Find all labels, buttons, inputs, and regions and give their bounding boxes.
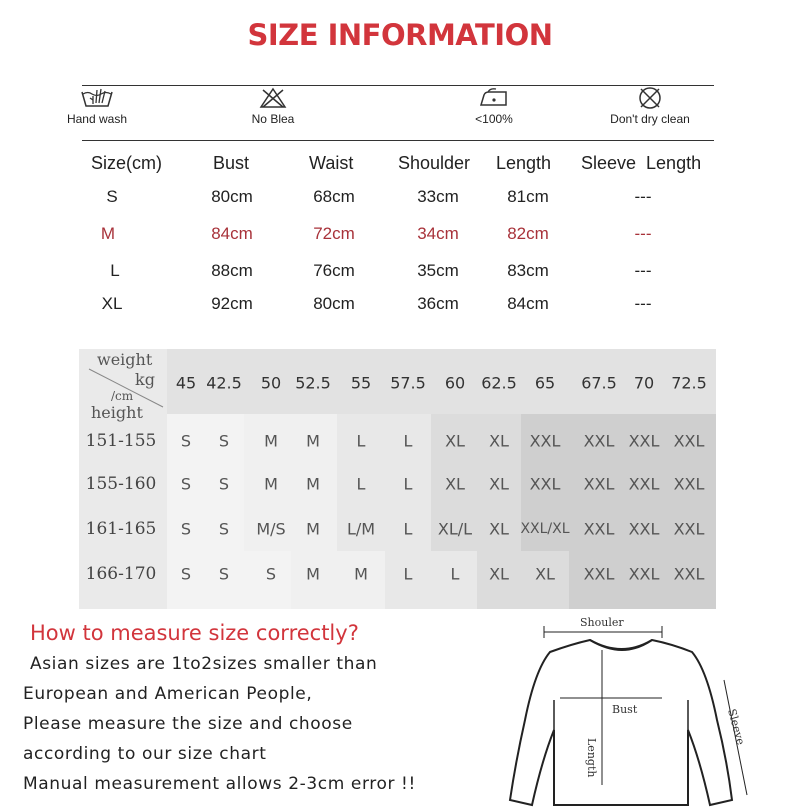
weight-header: 72.5 (671, 373, 707, 393)
bust-label: Bust (612, 703, 638, 716)
header-sleeve-length: Sleeve Length (581, 153, 702, 173)
measure-heading: How to measure size correctly? (30, 621, 359, 645)
fit-cell: XL (445, 474, 465, 494)
height-label: 151-155 (85, 431, 157, 451)
fit-cell: XXL (628, 564, 660, 584)
fit-cell: M (306, 431, 320, 451)
fit-cell: S (218, 564, 230, 584)
sleeve-label: Sleeve (725, 707, 748, 747)
fit-cell: M/S (256, 519, 286, 539)
fit-cell: XL/L (437, 519, 473, 539)
corner-cm: /cm (111, 389, 134, 403)
fit-cell: S (218, 519, 230, 539)
care-label: Hand wash (66, 112, 128, 126)
weight-header: 60 (444, 373, 466, 393)
fit-cell: XXL (628, 474, 660, 494)
size-cell-size: M (100, 224, 116, 243)
fit-cell: XXL (583, 474, 615, 494)
weight-header: 67.5 (581, 373, 617, 393)
fit-cell: XXL (583, 431, 615, 451)
size-cell-waist: 80cm (313, 294, 355, 313)
fit-cell: L (403, 474, 413, 494)
size-cell-bust: 92cm (211, 294, 253, 313)
size-cell-length: 83cm (507, 261, 549, 280)
fit-cell: XXL (529, 431, 561, 451)
weight-header: 62.5 (481, 373, 517, 393)
fit-cell: XXL (583, 519, 615, 539)
header-shoulder: Shoulder (398, 153, 471, 173)
fit-cell: XL (489, 474, 509, 494)
fit-cell: XXL (673, 474, 705, 494)
corner-height: height (91, 403, 143, 422)
fit-cell: XXL (583, 564, 615, 584)
fit-cell: M (306, 474, 320, 494)
measure-line: Asian sizes are 1to2sizes smaller than (30, 654, 378, 674)
fit-cell: L (403, 564, 413, 584)
fit-cell: L/M (346, 519, 376, 539)
size-cell-sleeve: --- (634, 224, 652, 243)
fit-cell: M (306, 519, 320, 539)
shoulder-label: Shouler (580, 616, 624, 629)
fit-cell: S (218, 474, 230, 494)
fit-cell: S (218, 431, 230, 451)
fit-cell: L (356, 474, 366, 494)
weight-header: 57.5 (390, 373, 426, 393)
care-label: <100% (475, 112, 513, 126)
corner-weight: weight (97, 350, 153, 369)
fit-cell: S (265, 564, 277, 584)
fit-cell: M (354, 564, 368, 584)
height-label: 166-170 (85, 564, 157, 584)
size-cell-size: S (106, 187, 118, 206)
corner-diagonal (81, 349, 171, 409)
size-cell-sleeve: --- (634, 294, 652, 313)
measure-line: Manual measurement allows 2-3cm error !! (23, 774, 416, 794)
fit-cell: XL (489, 564, 509, 584)
weight-header: 65 (534, 373, 556, 393)
fit-cell: M (264, 431, 278, 451)
fit-cell: M (264, 474, 278, 494)
size-cell-shoulder: 36cm (417, 294, 459, 313)
fit-cell: XXL (673, 519, 705, 539)
header-size: Size(cm) (91, 153, 162, 173)
care-iron (434, 86, 554, 126)
fit-cell: XL (445, 431, 465, 451)
care-hand-wash (37, 86, 157, 126)
size-cell-size: L (110, 261, 120, 280)
fit-cell: S (180, 474, 192, 494)
size-cell-length: 82cm (507, 224, 549, 243)
weight-header: 50 (260, 373, 282, 393)
weight-header: 42.5 (206, 373, 242, 393)
fit-cell: L (403, 519, 413, 539)
fit-chart (79, 349, 716, 609)
fit-cell: XXL (529, 474, 561, 494)
fit-cell: S (180, 431, 192, 451)
length-label: Length (585, 738, 598, 778)
fit-cell: XL (489, 519, 509, 539)
size-cell-waist: 72cm (313, 224, 355, 243)
weight-header: 55 (350, 373, 372, 393)
fit-cell: XXL (628, 519, 660, 539)
divider (82, 140, 714, 141)
fit-cell: L (356, 431, 366, 451)
fit-cell: XXL (628, 431, 660, 451)
care-label: No Blea (251, 112, 295, 126)
hand-wash-icon (79, 86, 115, 110)
iron-icon (476, 86, 512, 110)
no-bleach-icon (258, 86, 288, 110)
size-cell-shoulder: 33cm (417, 187, 459, 206)
fit-cell: XXL (673, 564, 705, 584)
care-no-dry-clean (590, 86, 710, 126)
size-cell-bust: 84cm (211, 224, 253, 243)
fit-cell: S (180, 564, 192, 584)
size-cell-waist: 68cm (313, 187, 355, 206)
fit-cell: S (180, 519, 192, 539)
measure-line: according to our size chart (23, 744, 267, 764)
size-cell-bust: 80cm (211, 187, 253, 206)
care-label: Don't dry clean (610, 112, 690, 126)
header-length: Length (496, 153, 552, 173)
size-cell-size: XL (101, 294, 123, 313)
fit-cell: XXL (673, 431, 705, 451)
size-cell-waist: 76cm (313, 261, 355, 280)
weight-header: 45 (175, 373, 197, 393)
weight-header: 70 (633, 373, 655, 393)
no-dry-clean-icon (635, 86, 665, 110)
size-cell-shoulder: 34cm (417, 224, 459, 243)
size-cell-length: 81cm (507, 187, 549, 206)
care-no-bleach (213, 86, 333, 126)
header-waist: Waist (309, 153, 354, 173)
sweater-measure-diagram (492, 610, 792, 810)
size-cell-sleeve: --- (634, 187, 652, 206)
weight-header: 52.5 (295, 373, 331, 393)
fit-cell: XL (535, 564, 555, 584)
fit-cell: L (450, 564, 460, 584)
size-cell-length: 84cm (507, 294, 549, 313)
corner-kg: kg (135, 370, 155, 389)
fit-cell: XL (489, 431, 509, 451)
fit-cell: XXL/XL (520, 521, 570, 537)
header-bust: Bust (213, 153, 250, 173)
size-cell-sleeve: --- (634, 261, 652, 280)
fit-cell: L (403, 431, 413, 451)
fit-cell: M (306, 564, 320, 584)
size-cell-shoulder: 35cm (417, 261, 459, 280)
measure-line: Please measure the size and choose (23, 714, 353, 734)
page-title: SIZE INFORMATION (247, 18, 553, 52)
height-label: 161-165 (85, 519, 157, 539)
measure-line: European and American People, (23, 684, 313, 704)
height-label: 155-160 (85, 474, 157, 494)
size-cell-bust: 88cm (211, 261, 253, 280)
